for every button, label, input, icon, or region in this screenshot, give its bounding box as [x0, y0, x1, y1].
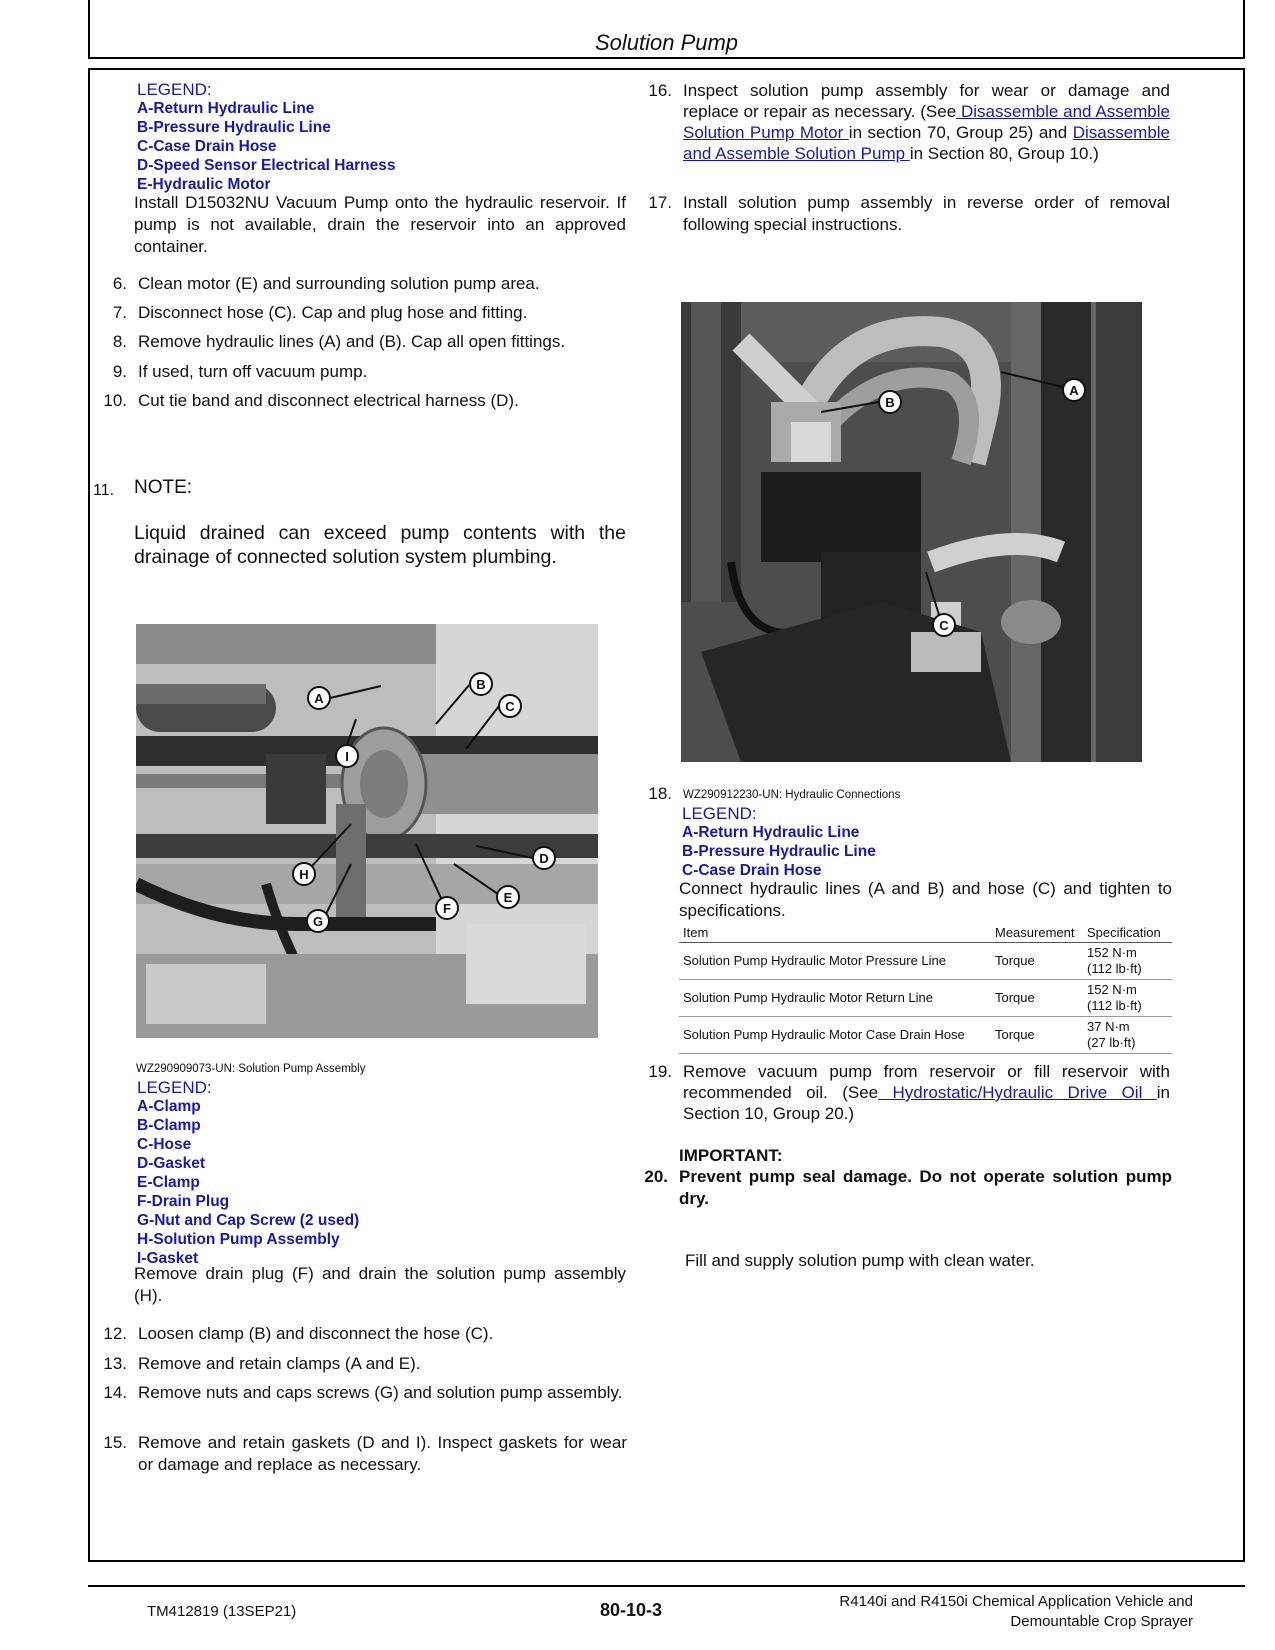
- table-cell-spec: 152 N·m (112 lb·ft): [1083, 980, 1172, 1017]
- callout-label: D: [539, 851, 549, 866]
- legend-heading: LEGEND:: [137, 80, 212, 99]
- footer-divider: [88, 1585, 1245, 1587]
- step-text: Inspect solution pump assembly for wear or damage and replace or repair as necessary. (See Disassemble and Assemble Solution Pump Motor in section 70, Group 25) and Disassemble and Assemble Solution Pump in Section 80, Group 10.): [683, 81, 1171, 163]
- step-text: Cut tie band and disconnect electrical harness (D).: [138, 391, 519, 410]
- legend-item: H-Solution Pump Assembly: [137, 1231, 340, 1248]
- step-text: Clean motor (E) and surrounding solution pump area.: [138, 274, 540, 293]
- step-text: Remove and retain clamps (A and E).: [138, 1354, 421, 1373]
- legend-item: A-Clamp: [137, 1098, 201, 1115]
- note-number: 11.: [93, 482, 115, 499]
- callout-label: F: [443, 901, 451, 916]
- legend-heading: LEGEND:: [137, 1078, 212, 1097]
- intro-paragraph: Install D15032NU Vacuum Pump onto the hydraulic reservoir. If pump is not available, drain the reservoir into an approved container.: [134, 193, 626, 256]
- legend-pump-assembly: [137, 1078, 359, 1268]
- disassemble-pump-motor-link[interactable]: Disassemble and Assemble Solution Pump Motor: [683, 102, 1170, 142]
- step-text: Remove vacuum pump from reservoir or fill reservoir with recommended oil. (See Hydrostatic/Hydraulic Drive Oil in Section 10, Group 20.): [683, 1062, 1170, 1123]
- legend-item: A-Return Hydraulic Line: [137, 100, 315, 117]
- table-row: [679, 943, 1172, 980]
- table-cell-measurement: Torque: [991, 1017, 1083, 1054]
- step-number: 15.: [103, 1433, 127, 1452]
- step-number: 7.: [112, 303, 127, 322]
- column-header: Measurement: [991, 925, 1083, 943]
- legend-item: C-Case Drain Hose: [137, 138, 277, 155]
- fill-paragraph: Fill and supply solution pump with clean water.: [685, 1251, 1035, 1270]
- page-title: Solution Pump: [594, 30, 739, 55]
- step-text: Install solution pump assembly in reverse order of removal following special instructions.: [683, 193, 1170, 234]
- step-number: 20.: [644, 1167, 668, 1186]
- callout-label: A: [314, 691, 324, 706]
- legend-item: G-Nut and Cap Screw (2 used): [137, 1212, 360, 1229]
- step-text: If used, turn off vacuum pump.: [138, 362, 368, 381]
- legend-hydraulic-motor: [137, 80, 395, 194]
- note-title: NOTE:: [134, 477, 193, 498]
- callout-label: E: [503, 890, 513, 905]
- connect-paragraph: Connect hydraulic lines (A and B) and hose (C) and tighten to specifications.: [679, 879, 1172, 920]
- legend-item: E-Clamp: [137, 1174, 200, 1191]
- document-title: R4140i and R4150i Chemical Application Vehicle and Demountable Crop Sprayer: [839, 1593, 1193, 1630]
- step-number: 10.: [103, 391, 127, 410]
- step-text: Remove and retain gaskets (D and I). Inspect gaskets for wear or damage and replace as necessary.: [138, 1433, 627, 1474]
- figure-caption: WZ290909073-UN: Solution Pump Assembly: [136, 1063, 366, 1075]
- drain-paragraph: Remove drain plug (F) and drain the solution pump assembly (H).: [134, 1264, 626, 1305]
- callout-label: B: [476, 677, 486, 692]
- table-cell-spec: 37 N·m (27 lb·ft): [1083, 1017, 1172, 1054]
- step-number: 9.: [112, 362, 127, 381]
- step-text: Remove nuts and caps screws (G) and solution pump assembly.: [138, 1383, 623, 1402]
- step-number: 8.: [112, 332, 127, 351]
- legend-heading: LEGEND:: [682, 804, 757, 823]
- legend-item: E-Hydraulic Motor: [137, 176, 271, 193]
- step-number: 13.: [103, 1354, 127, 1373]
- step-text: Remove hydraulic lines (A) and (B). Cap all open fittings.: [138, 332, 566, 351]
- step-number: 16.: [648, 81, 672, 100]
- table-cell-measurement: Torque: [991, 980, 1083, 1017]
- step-number: 19.: [648, 1062, 672, 1081]
- legend-item: D-Gasket: [137, 1155, 206, 1172]
- important-label: IMPORTANT:: [679, 1146, 783, 1165]
- note-body: Liquid drained can exceed pump contents with the drainage of connected solution system plumbing.: [134, 522, 626, 568]
- step-number: 6.: [112, 274, 127, 293]
- step-number: 14.: [103, 1383, 127, 1402]
- callout-label: A: [1069, 383, 1079, 398]
- legend-item: A-Return Hydraulic Line: [682, 824, 860, 841]
- column-header: Item: [679, 925, 991, 943]
- legend-item: D-Speed Sensor Electrical Harness: [137, 157, 396, 174]
- important-text: Prevent pump seal damage. Do not operate solution pump dry.: [679, 1167, 1172, 1208]
- disassemble-pump-link[interactable]: Disassemble and Assemble Solution Pump: [683, 123, 1171, 163]
- legend-item: I-Gasket: [137, 1250, 199, 1267]
- solution-pump-assembly-photo: [136, 624, 598, 1038]
- step-number: 12.: [103, 1324, 127, 1343]
- hydraulic-connections-photo: [681, 302, 1142, 762]
- table-row: [679, 1017, 1172, 1054]
- callout-label: B: [885, 395, 895, 410]
- table-cell-item: Solution Pump Hydraulic Motor Return Line: [679, 980, 991, 1017]
- callout-label: G: [312, 914, 324, 929]
- legend-item: C-Case Drain Hose: [682, 862, 822, 879]
- table-cell-spec: 152 N·m (112 lb·ft): [1083, 943, 1172, 980]
- step-text: Disconnect hose (C). Cap and plug hose and fitting.: [138, 303, 528, 322]
- callout-label: I: [345, 749, 349, 764]
- legend-hydraulic-connections: [682, 804, 876, 880]
- legend-item: F-Drain Plug: [137, 1193, 230, 1210]
- header-box: [88, 0, 1245, 59]
- table-cell-measurement: Torque: [991, 943, 1083, 980]
- document-id: TM412819 (13SEP21): [147, 1603, 297, 1620]
- legend-item: C-Hose: [137, 1136, 192, 1153]
- legend-item: B-Clamp: [137, 1117, 201, 1134]
- table-header-row: [679, 925, 1172, 943]
- step-text: Loosen clamp (B) and disconnect the hose (C).: [138, 1324, 494, 1343]
- table-cell-item: Solution Pump Hydraulic Motor Pressure Line: [679, 943, 991, 980]
- torque-spec-table: [679, 925, 1172, 1054]
- callout-label: H: [299, 867, 309, 882]
- callout-label: C: [939, 618, 949, 633]
- figure-caption: WZ290912230-UN: Hydraulic Connections: [683, 789, 901, 801]
- legend-item: B-Pressure Hydraulic Line: [137, 119, 331, 136]
- page-number: 80-10-3: [600, 1600, 663, 1620]
- legend-item: B-Pressure Hydraulic Line: [682, 843, 876, 860]
- table-row: [679, 980, 1172, 1017]
- callout-label: C: [505, 699, 515, 714]
- table-cell-item: Solution Pump Hydraulic Motor Case Drain Hose: [679, 1017, 991, 1054]
- column-header: Specification: [1083, 925, 1172, 943]
- hydraulic-drive-oil-link[interactable]: Hydrostatic/Hydraulic Drive Oil: [878, 1083, 1157, 1102]
- step-number: 17.: [648, 193, 672, 212]
